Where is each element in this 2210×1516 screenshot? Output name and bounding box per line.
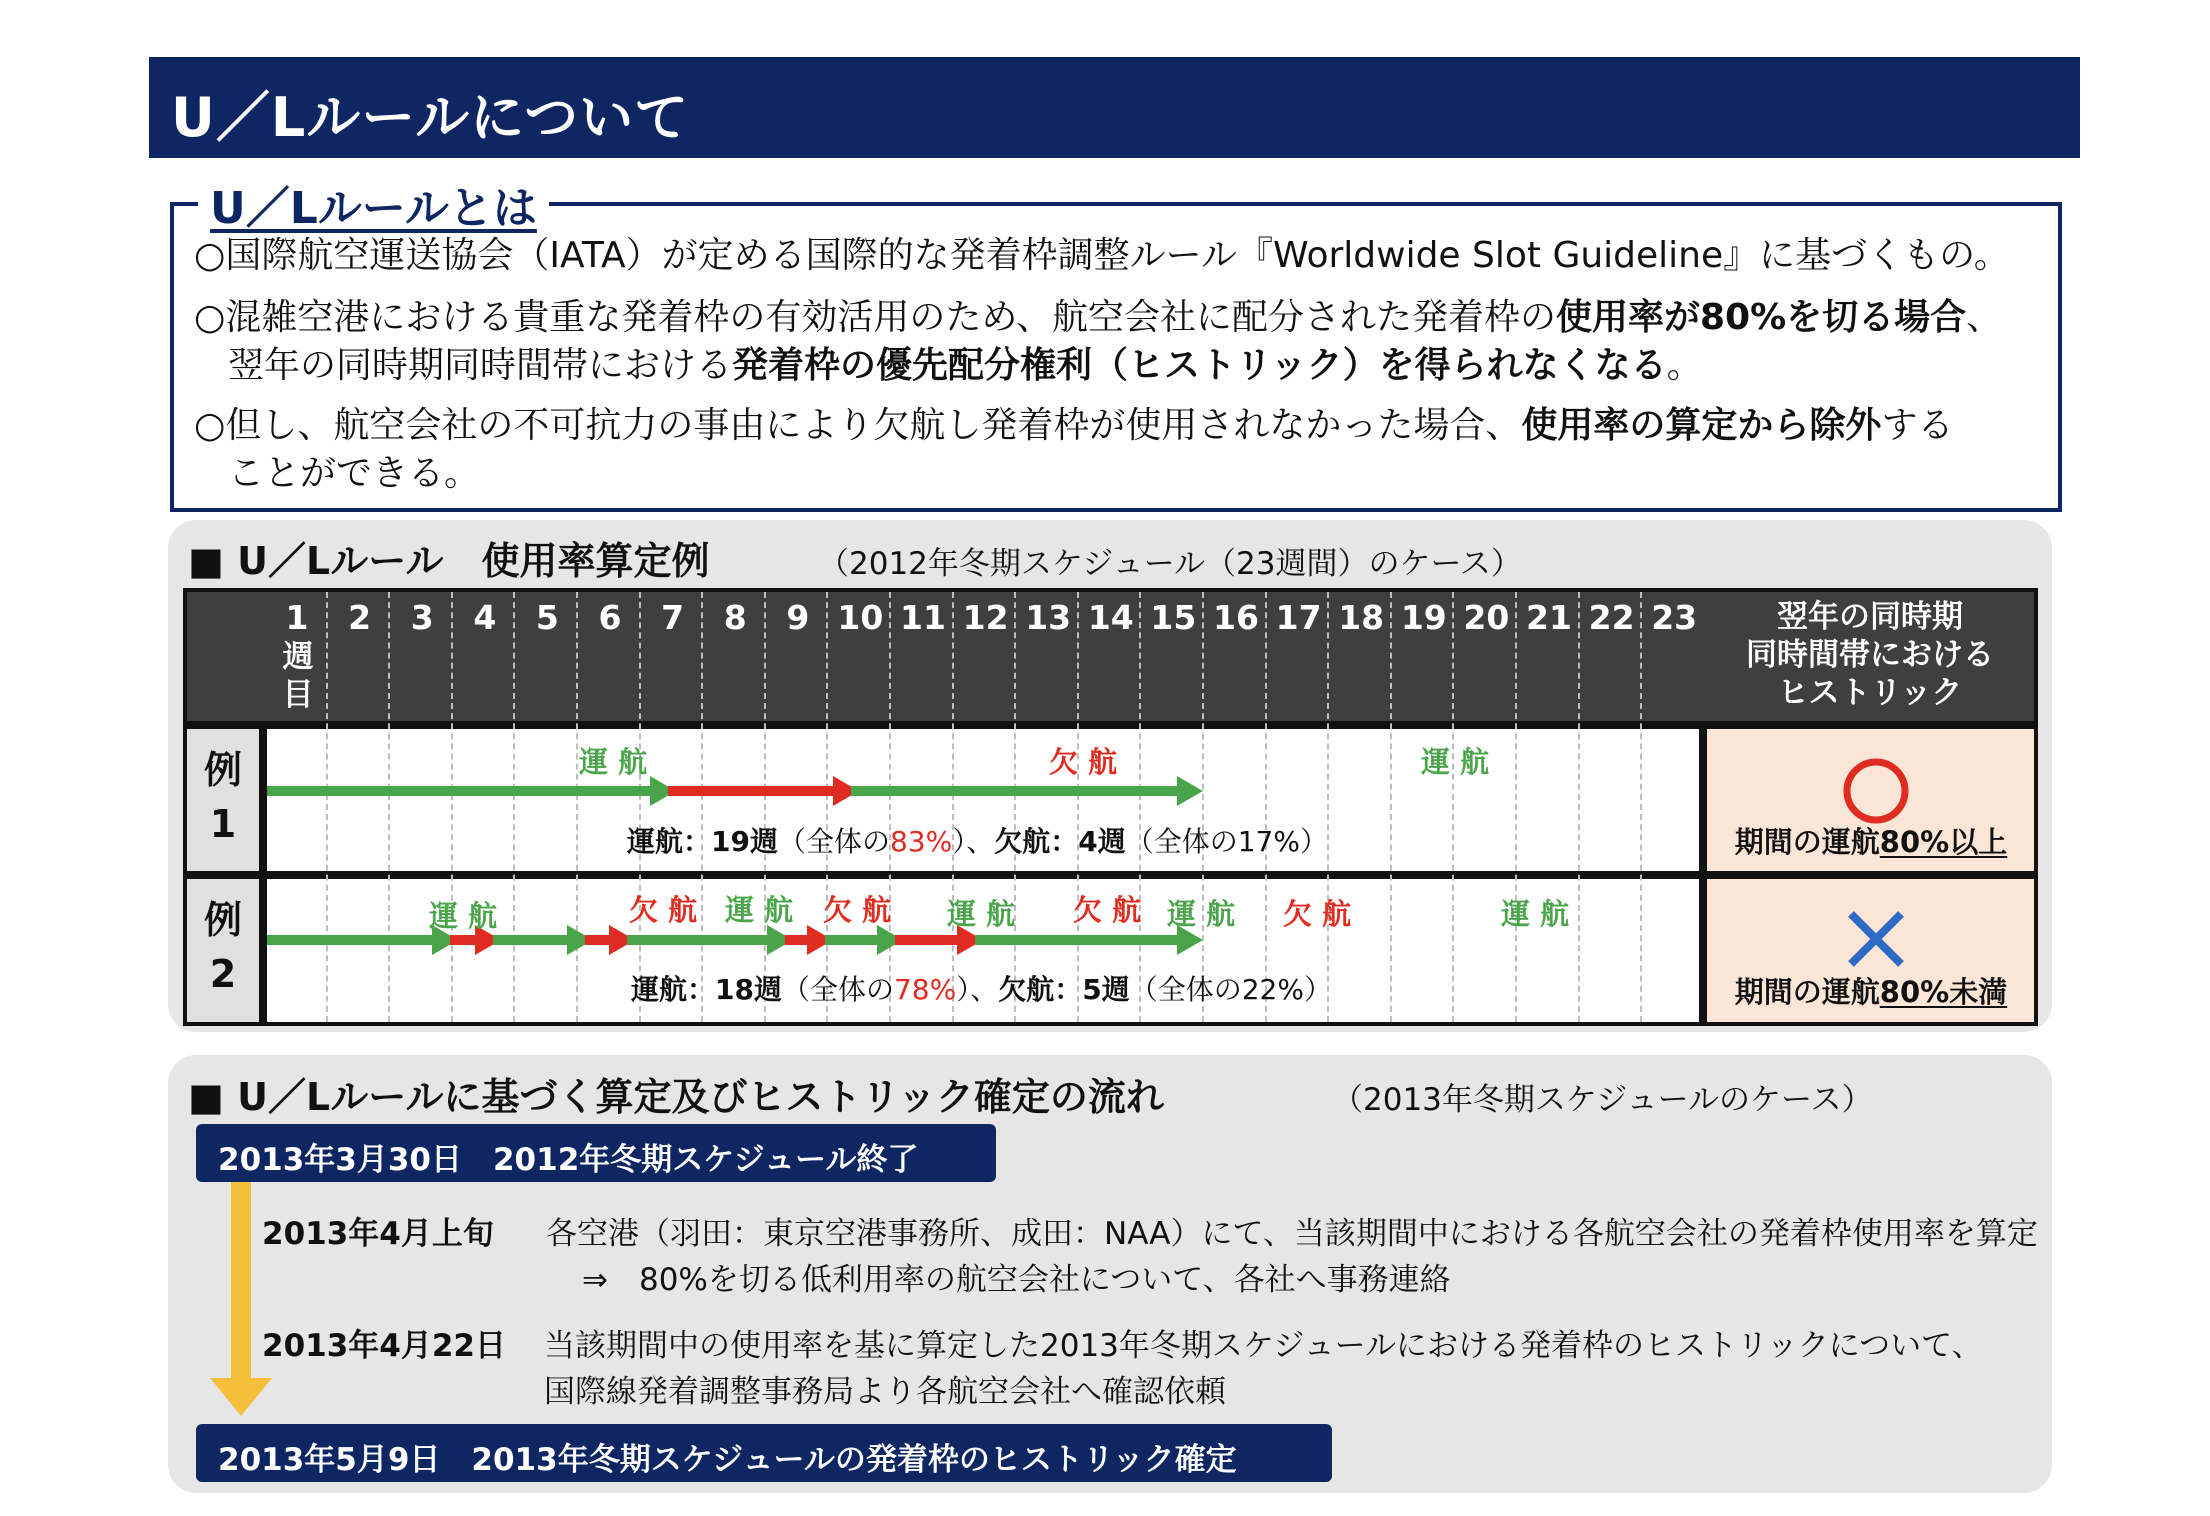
week-number: 3 xyxy=(410,598,434,637)
example-2-operate-label-b: 運 航 xyxy=(725,893,794,927)
example-subheading: （2012年冬期スケジュール（23週間）のケース） xyxy=(818,546,1522,582)
week-number: 10 xyxy=(837,598,884,637)
example-2-operate-label-c: 運 航 xyxy=(947,897,1016,931)
usage-example-grid xyxy=(183,588,2038,1026)
week-number: 4 xyxy=(473,598,497,637)
week-unit-label: 週 目 xyxy=(282,639,314,713)
flow-step-2-text-2: 国際線発着調整事務局より各航空会社へ確認依頼 xyxy=(544,1374,1226,1410)
week-number: 21 xyxy=(1526,598,1572,637)
example-heading: ■ U／Lルール 使用率算定例 xyxy=(188,539,710,583)
example-2-cancel-label-a: 欠 航 xyxy=(629,893,698,927)
week-number: 15 xyxy=(1150,598,1197,637)
week-number: 23 xyxy=(1651,598,1698,637)
example-2-label: 例 2 xyxy=(183,875,263,1026)
week-number: 9 xyxy=(786,598,810,637)
definition-line-5: ことができる。 xyxy=(228,453,481,494)
week-number: 12 xyxy=(962,598,1009,637)
definition-heading: U／Lルールとは xyxy=(198,172,549,236)
flow-step-2-text-1: 当該期間中の使用率を基に算定した2013年冬期スケジュールにおける発着枠のヒストリックについて、 xyxy=(544,1328,1983,1364)
definition-line-2: ○混雑空港における貴重な発着枠の有効活用のため、航空会社に配分された発着枠の使用率が80%を切る場合、 xyxy=(194,297,2003,338)
week-number: 14 xyxy=(1087,598,1134,637)
example-2-operate-arrow xyxy=(493,925,593,955)
page-title-bar xyxy=(149,57,2080,158)
definition-emphasis-exclude: 使用率の算定から除外 xyxy=(1521,405,1882,446)
flow-step-1-date: 2013年4月上旬 xyxy=(262,1216,494,1252)
page-title: U／Lルールについて xyxy=(171,86,690,149)
example-2-cancel-label-b: 欠 航 xyxy=(823,893,892,927)
definition-line-1: ○国際航空運送協会（IATA）が定める国際的な発着枠調整ルール『Worldwide Slot Guideline』に基づくもの。 xyxy=(194,235,2010,276)
week-number: 8 xyxy=(723,598,747,637)
example-2-cancel-label-d: 欠 航 xyxy=(1283,897,1352,931)
week-number: 18 xyxy=(1338,598,1385,637)
timeline-arrows xyxy=(183,588,2038,1026)
example-2-cancel-label-c: 欠 航 xyxy=(1073,893,1142,927)
week-number: 6 xyxy=(598,598,622,637)
definition-emphasis-historic: 発着枠の優先配分権利（ヒストリック）を得られなくなる xyxy=(732,345,1667,386)
example-2-operate-arrow xyxy=(825,925,903,955)
cross-mark-icon xyxy=(1843,906,1909,972)
example-1-cancel-arrow xyxy=(668,776,859,806)
week-number: 2 xyxy=(348,598,372,637)
flow-step-1-text: 各空港（羽田：東京空港事務所、成田：NAA）にて、当該期間中における各航空会社の発着枠使用率を算定 xyxy=(546,1216,2038,1252)
definition-emphasis-rate: 使用率が80%を切る場合 xyxy=(1555,297,1967,338)
example-1-result: 期間の運航80%以上 xyxy=(1734,825,2008,859)
week-number: 20 xyxy=(1463,598,1510,637)
example-2-operate-label-a: 運 航 xyxy=(429,899,498,933)
flow-heading: ■ U／Lルールに基づく算定及びヒストリック確定の流れ xyxy=(188,1075,1164,1119)
week-number: 11 xyxy=(900,598,946,637)
flow-start-box: 2013年3月30日 2012年冬期スケジュール終了 xyxy=(196,1124,996,1182)
example-2-summary: 運航：18週（全体の78%）、欠航：5週（全体の22%） xyxy=(631,973,1332,1006)
example-1-operate-label-b: 運 航 xyxy=(1421,745,1490,779)
example-2-operate-label-d: 運 航 xyxy=(1167,897,1236,931)
definition-box xyxy=(170,183,2062,512)
week-number: 13 xyxy=(1025,598,1072,637)
history-header: 翌年の同時期 同時間帯における ヒストリック xyxy=(1746,599,1994,711)
flow-subheading: （2013年冬期スケジュールのケース） xyxy=(1332,1082,1873,1118)
example-1-cancel-label: 欠 航 xyxy=(1049,745,1118,779)
flow-step-1-subtext: ⇒ 80%を切る低利用率の航空会社について、各社へ事務連絡 xyxy=(582,1262,1451,1298)
week-number: 1 xyxy=(285,598,309,637)
example-2-result: 期間の運航80%未満 xyxy=(1734,975,2008,1009)
circle-mark-icon xyxy=(1841,756,1911,826)
example-2-operate-arrow xyxy=(627,925,793,955)
example-2-operate-label-e: 運 航 xyxy=(1501,897,1570,931)
week-number: 19 xyxy=(1400,598,1447,637)
week-number: 5 xyxy=(535,598,559,637)
example-1-operate-arrow xyxy=(851,776,1203,806)
definition-line-4: ○但し、航空会社の不可抗力の事由により欠航し発着枠が使用されなかった場合、使用率の算定から除外する xyxy=(194,405,1954,446)
flow-step-2-date: 2013年4月22日 xyxy=(262,1328,506,1364)
week-number: 22 xyxy=(1588,598,1635,637)
week-number: 16 xyxy=(1213,598,1259,637)
definition-line-3: 翌年の同時期同時間帯における発着枠の優先配分権利（ヒストリック）を得られなくなる。 xyxy=(228,345,1703,386)
example-1-label: 例 1 xyxy=(183,725,263,875)
example-1-operate-label-a: 運 航 xyxy=(579,745,648,779)
week-number: 17 xyxy=(1275,598,1322,637)
flow-end-box: 2013年5月9日 2013年冬期スケジュールの発着枠のヒストリック確定 xyxy=(196,1424,1332,1482)
example-1-summary: 運航：19週（全体の83%）、欠航：4週（全体の17%） xyxy=(627,825,1328,858)
week-number: 7 xyxy=(661,598,685,637)
